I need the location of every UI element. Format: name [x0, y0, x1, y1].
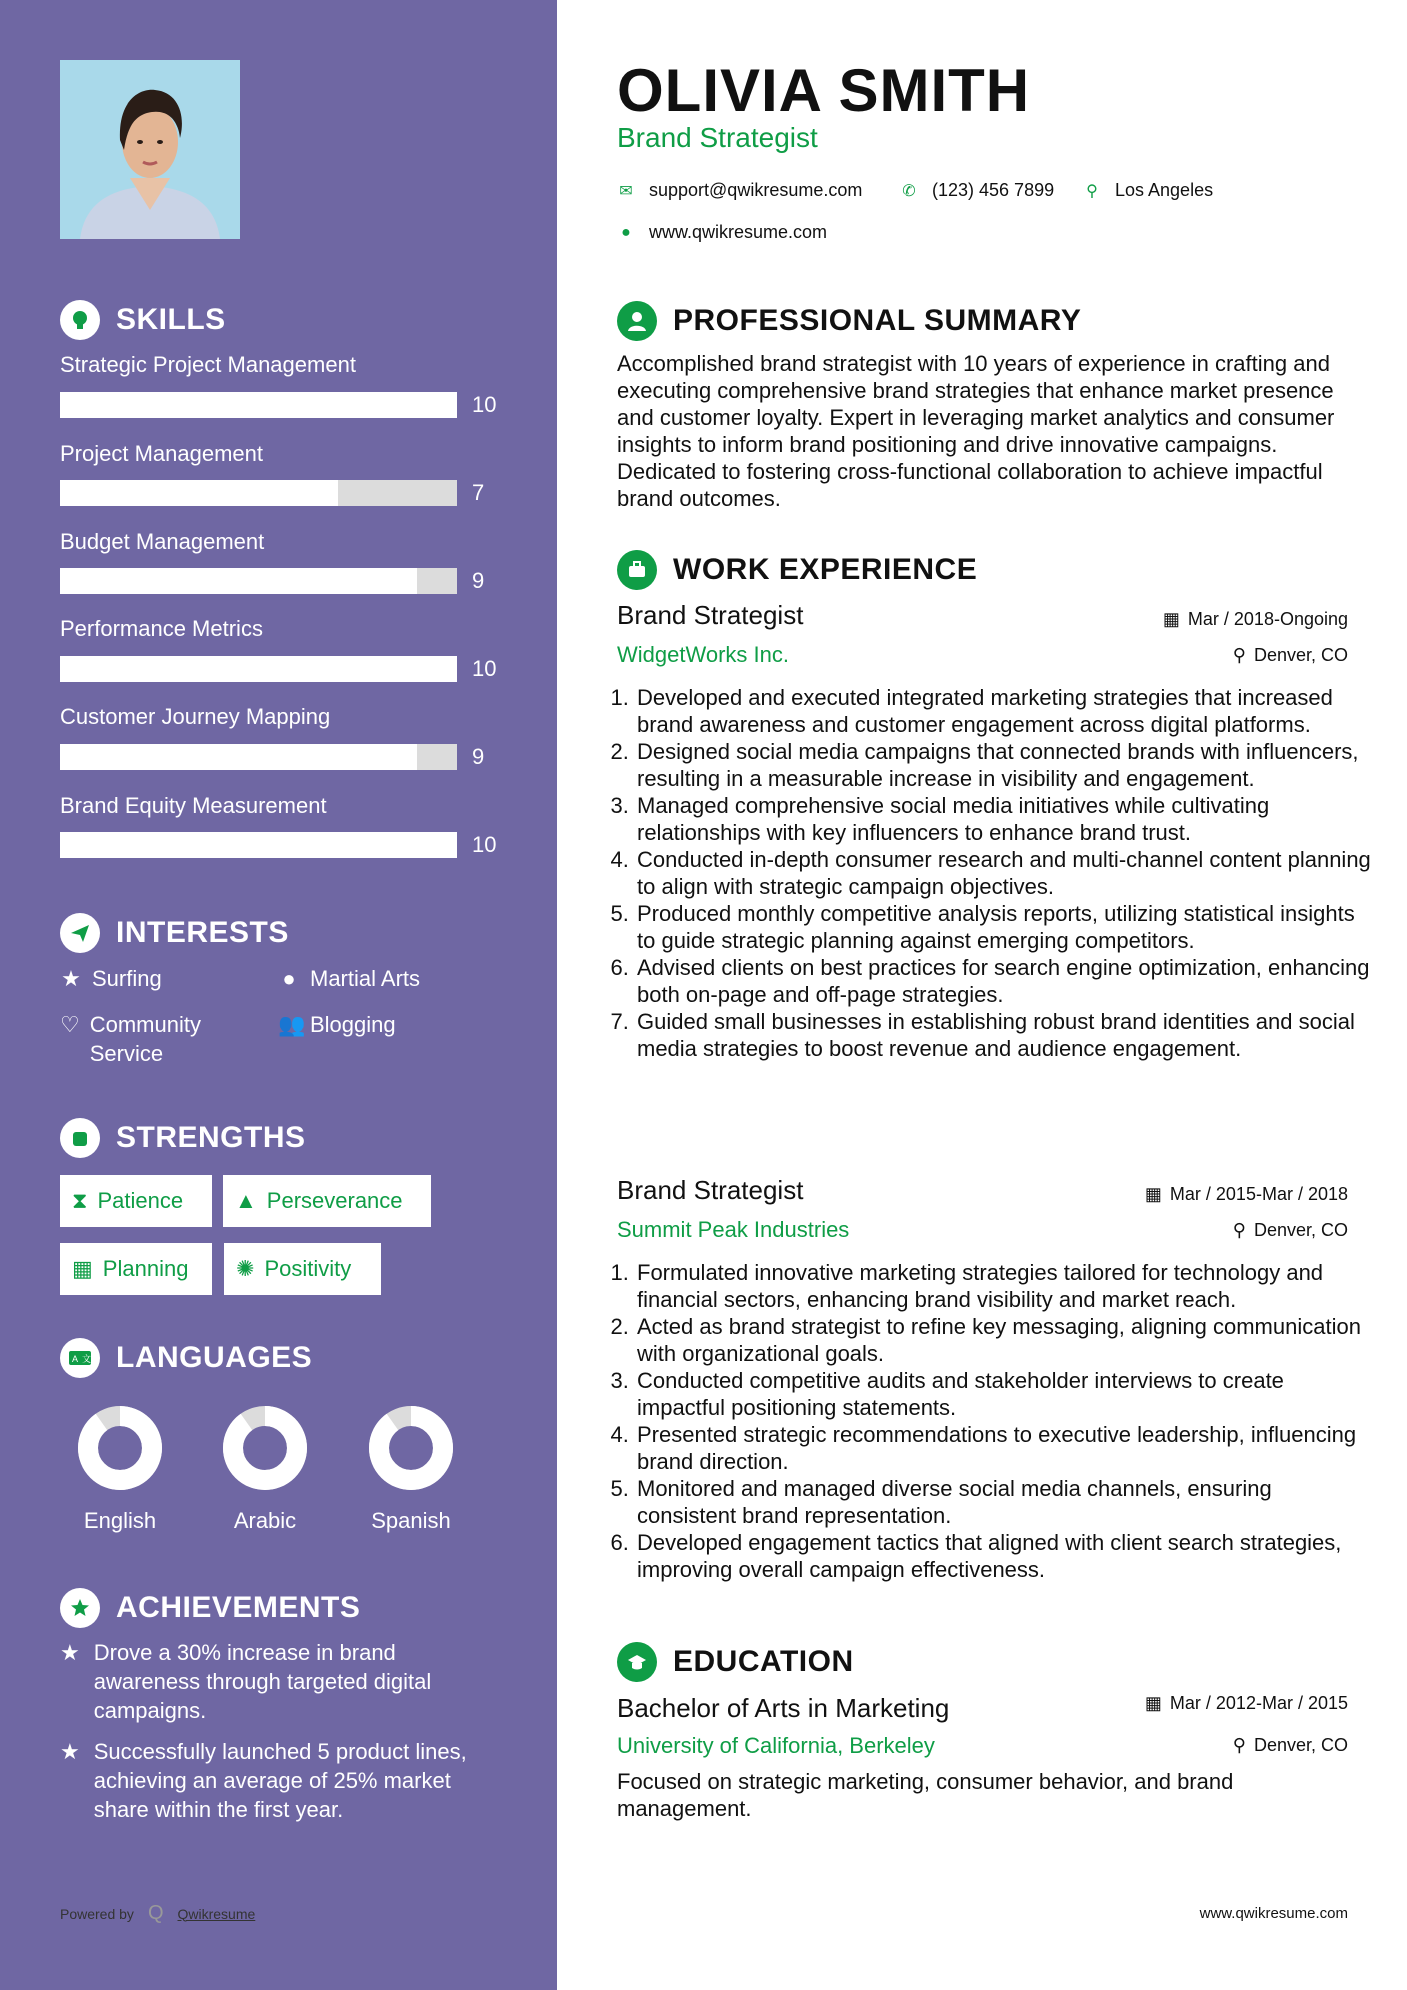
job-bullets: [609, 684, 1375, 1062]
achievement-item: [60, 1638, 500, 1725]
strength-chip: [224, 1243, 381, 1295]
language-ring: [368, 1405, 454, 1491]
skill-value: 10: [472, 832, 497, 857]
list-item: 4. Presented strategic recommendations to executive leadership, influencing brand direction.: [635, 1421, 1375, 1475]
skill-bar: [60, 480, 457, 506]
sun-icon: ✺: [236, 1256, 255, 1281]
hourglass-icon: ⧗: [72, 1188, 88, 1213]
pin-icon: ⚲: [1232, 1220, 1246, 1240]
users-icon: 👥: [278, 1012, 306, 1037]
achievements-title: ACHIEVEMENTS: [116, 1591, 361, 1624]
calendar-icon: ▦: [1162, 609, 1180, 629]
list-item: 1. Formulated innovative marketing strategies tailored for technology and financial sectors, enhancing brand visibility and market reach.: [635, 1259, 1375, 1313]
lightbulb-icon: [60, 300, 100, 340]
skill-bar: [60, 744, 457, 770]
email-text[interactable]: support@qwikresume.com: [649, 180, 863, 200]
skills-title: SKILLS: [116, 303, 226, 336]
summary-text: Accomplished brand strategist with 10 years of experience in crafting and executing comprehensive brand strategies that enhance market presence and customer loyalty. Expert in leveraging market analytics and consumer insights to inform brand positioning and drive innovative campaigns. Dedicated to fostering cross-functional collaboration to achieve impactful brand outcomes.: [617, 351, 1335, 511]
strength-label: Positivity: [264, 1256, 352, 1281]
job-bullets: [609, 1259, 1375, 1583]
skill-label: Performance Metrics: [60, 616, 263, 641]
skill-bar: [60, 392, 457, 418]
strength-chip: [223, 1175, 431, 1227]
job-location: [1233, 1220, 1348, 1241]
graduation-icon: [617, 1642, 657, 1682]
qwikresume-link[interactable]: Qwikresume: [177, 1905, 256, 1922]
skill-label: Brand Equity Measurement: [60, 793, 327, 818]
sidebar: [0, 0, 557, 1990]
list-item: 3. Managed comprehensive social media initiatives while cultivating relationships with key influencers to enhance brand trust.: [635, 792, 1375, 846]
svg-text:文: 文: [82, 1354, 92, 1364]
envelope-icon: ✉: [619, 182, 633, 200]
powered-by-text: Powered by: [60, 1905, 134, 1922]
language-label: English: [83, 1508, 157, 1533]
skill-label: Customer Journey Mapping: [60, 704, 331, 729]
list-item: 6. Advised clients on best practices for search engine optimization, enhancing both on-page and off-page strategies.: [635, 954, 1375, 1008]
interest-item: [278, 964, 420, 993]
strength-chip: [60, 1243, 212, 1295]
education-dates: [1145, 1693, 1348, 1714]
language-label: Arabic: [233, 1508, 297, 1533]
powered-by: [60, 1902, 255, 1925]
education-location: [1233, 1735, 1348, 1756]
list-item: 2. Designed social media campaigns that connected brands with influencers, resulting in a measurable increase in visibility and engagement.: [635, 738, 1375, 792]
school-name: University of California, Berkeley: [617, 1733, 935, 1758]
job-location-text: Denver, CO: [1253, 645, 1348, 665]
language-label: Spanish: [371, 1508, 451, 1533]
summary-heading: [617, 301, 1081, 341]
interest-item: [60, 1010, 240, 1068]
skill-value: 9: [472, 568, 485, 593]
award-star-icon: [60, 1588, 100, 1628]
website-contact: [617, 222, 827, 243]
calendar-icon: ▦: [1144, 1693, 1162, 1713]
languages-title: LANGUAGES: [116, 1341, 313, 1374]
profile-photo: [60, 60, 240, 239]
strength-chip: [60, 1175, 212, 1227]
education-location-text: Denver, CO: [1253, 1735, 1348, 1755]
list-item: 7. Guided small businesses in establishing robust brand identities and social media strategies to boost revenue and audience engagement.: [635, 1008, 1375, 1062]
education-heading: [617, 1642, 854, 1682]
skill-value: 10: [472, 392, 497, 417]
road-icon: ▲: [235, 1188, 257, 1213]
strength-label: Perseverance: [266, 1188, 403, 1213]
briefcase-icon: [617, 550, 657, 590]
experience-title: WORK EXPERIENCE: [673, 553, 978, 586]
company-name: Summit Peak Industries: [617, 1217, 850, 1242]
phone-contact: [900, 180, 1054, 201]
achievement-item: [60, 1737, 500, 1824]
map-pin-icon: ⚲: [1086, 182, 1098, 200]
footer-website[interactable]: www.qwikresume.com: [1199, 1905, 1348, 1922]
fist-icon: [60, 1118, 100, 1158]
list-item: 5. Monitored and managed diverse social media channels, ensuring consistent brand representation.: [635, 1475, 1375, 1529]
list-item: 5. Produced monthly competitive analysis reports, utilizing statistical insights to guide strategic planning against emerging competitors.: [635, 900, 1375, 954]
education-description: Focused on strategic marketing, consumer behavior, and brand management.: [617, 1769, 1234, 1821]
location-contact: [1083, 180, 1213, 201]
list-item: 1. Developed and executed integrated marketing strategies that increased brand awareness and customer engagement across digital platforms.: [635, 684, 1375, 738]
job-location: [1233, 645, 1348, 666]
list-item: 4. Conducted in-depth consumer research and multi-channel content planning to align with strategic campaign objectives.: [635, 846, 1375, 900]
list-item: 6. Developed engagement tactics that aligned with client search strategies, improving overall campaign effectiveness.: [635, 1529, 1375, 1583]
email-contact: [617, 180, 862, 201]
degree-title: Bachelor of Arts in Marketing: [617, 1693, 950, 1723]
job-title: Brand Strategist: [617, 600, 804, 630]
job-dates: [1145, 1184, 1348, 1205]
achievements-heading: [60, 1588, 360, 1628]
skill-label: Budget Management: [60, 529, 265, 554]
star-burst-icon: ★: [60, 1640, 80, 1665]
language-ring: [222, 1405, 308, 1491]
phone-icon: ✆: [902, 182, 916, 200]
star-icon: ★: [61, 966, 81, 991]
job-title: Brand Strategist: [617, 1175, 804, 1205]
interest-label: Martial Arts: [310, 966, 421, 991]
pin-icon: ⚲: [1232, 645, 1246, 665]
experience-heading: [617, 550, 977, 590]
skill-value: 7: [472, 480, 485, 505]
calendar-icon: ▦: [1144, 1184, 1162, 1204]
interests-heading: [60, 913, 289, 953]
job-dates-text: Mar / 2018-Ongoing: [1187, 609, 1348, 629]
interest-item: [278, 1010, 396, 1039]
heart-icon: ♡: [60, 1012, 80, 1037]
calendar-icon: ▦: [72, 1256, 93, 1281]
skill-bar: [60, 832, 457, 858]
achievement-text: Drove a 30% increase in brand awareness through targeted digital campaigns.: [93, 1640, 432, 1723]
interest-label: Community Service: [89, 1012, 201, 1066]
company-name: WidgetWorks Inc.: [617, 642, 789, 667]
job-location-text: Denver, CO: [1253, 1220, 1348, 1240]
phone-text[interactable]: (123) 456 7899: [932, 180, 1055, 200]
candidate-name: OLIVIA SMITH: [617, 57, 1031, 124]
star-burst-icon: ★: [60, 1739, 80, 1764]
skill-value: 9: [472, 744, 485, 769]
achievement-text: Successfully launched 5 product lines, achieving an average of 25% market share within the first year.: [93, 1739, 467, 1822]
list-item: 2. Acted as brand strategist to refine key messaging, aligning communication with organizational goals.: [635, 1313, 1375, 1367]
interest-item: [60, 964, 162, 993]
skill-bar: [60, 656, 457, 682]
education-dates-text: Mar / 2012-Mar / 2015: [1169, 1693, 1348, 1713]
summary-title: PROFESSIONAL SUMMARY: [673, 304, 1082, 337]
translate-icon: [60, 1338, 100, 1378]
skill-label: Strategic Project Management: [60, 352, 356, 377]
svg-text:A: A: [72, 1354, 79, 1364]
strengths-title: STRENGTHS: [116, 1121, 306, 1154]
candidate-role: Brand Strategist: [617, 122, 818, 153]
interest-label: Blogging: [310, 1012, 396, 1037]
skill-label: Project Management: [60, 441, 263, 466]
location-text: Los Angeles: [1115, 180, 1214, 200]
qwikresume-logo-icon: Q: [147, 1902, 164, 1924]
strengths-heading: [60, 1118, 306, 1158]
skills-heading: [60, 300, 226, 340]
strength-label: Patience: [97, 1188, 184, 1213]
education-title: EDUCATION: [673, 1645, 854, 1678]
skill-bar: [60, 568, 457, 594]
interest-label: Surfing: [92, 966, 162, 991]
globe-icon: ●: [282, 966, 296, 991]
interests-title: INTERESTS: [116, 916, 289, 949]
user-icon: [617, 301, 657, 341]
website-text[interactable]: www.qwikresume.com: [649, 222, 828, 242]
languages-heading: [60, 1338, 312, 1378]
pin-icon: ⚲: [1232, 1735, 1246, 1755]
job-dates-text: Mar / 2015-Mar / 2018: [1169, 1184, 1348, 1204]
skill-value: 10: [472, 656, 497, 681]
job-dates: [1163, 609, 1348, 630]
list-item: 3. Conducted competitive audits and stakeholder interviews to create impactful positioning statements.: [635, 1367, 1375, 1421]
globe-icon: ●: [621, 223, 631, 241]
paper-plane-icon: [60, 913, 100, 953]
strength-label: Planning: [102, 1256, 189, 1281]
language-ring: [77, 1405, 163, 1491]
